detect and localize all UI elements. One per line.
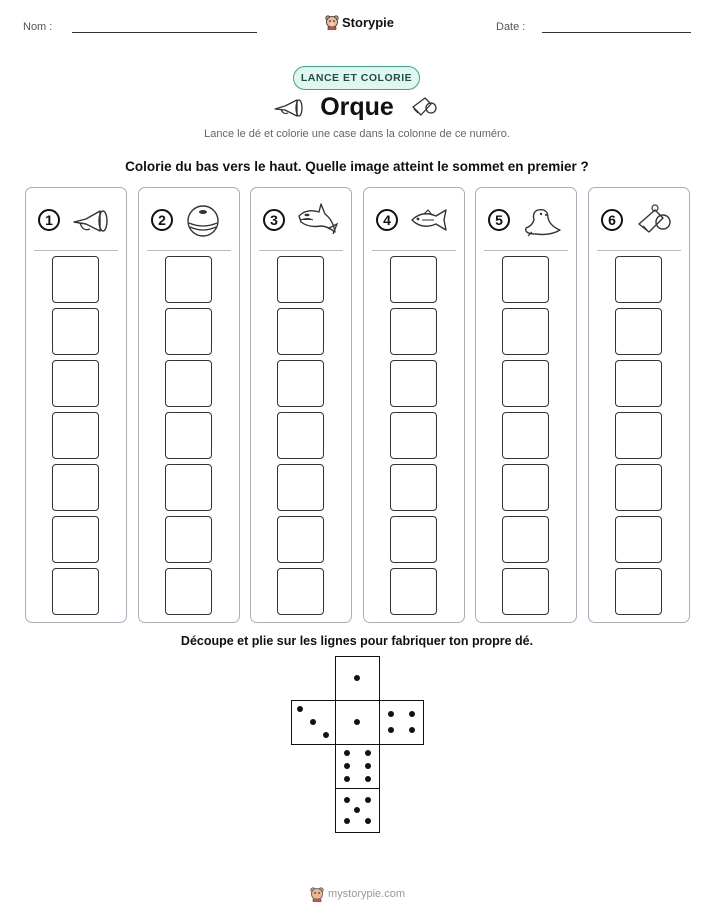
color-cell[interactable] [277, 412, 324, 459]
column-number: 1 [38, 209, 60, 231]
color-cell[interactable] [165, 568, 212, 615]
dice-pip [344, 750, 350, 756]
name-line[interactable] [72, 32, 257, 33]
date-label: Date : [496, 21, 526, 33]
dice-face-1 [335, 656, 380, 701]
color-cell[interactable] [390, 464, 437, 511]
dice-face-4 [379, 700, 424, 745]
dice-column-3 [250, 187, 352, 623]
color-cell[interactable] [390, 412, 437, 459]
color-cell[interactable] [52, 412, 99, 459]
color-cell[interactable] [277, 360, 324, 407]
dice-pip [409, 727, 415, 733]
color-cell[interactable] [277, 464, 324, 511]
subtitle: Lance le dé et colorie une case dans la colonne de ce numéro. [204, 128, 510, 140]
dice-pip [365, 763, 371, 769]
color-cell[interactable] [165, 256, 212, 303]
color-cell[interactable] [502, 308, 549, 355]
color-cell[interactable] [52, 308, 99, 355]
page-title: Orque [320, 93, 394, 121]
dice-pip [344, 776, 350, 782]
color-cell[interactable] [390, 308, 437, 355]
dice-pip [344, 818, 350, 824]
color-cell[interactable] [502, 256, 549, 303]
dice-face-6 [335, 744, 380, 789]
color-cell[interactable] [165, 516, 212, 563]
color-cell[interactable] [277, 308, 324, 355]
color-cell[interactable] [390, 256, 437, 303]
dice-pip [297, 706, 303, 712]
name-label: Nom : [23, 21, 53, 33]
whistle-icon [633, 202, 677, 238]
color-cell[interactable] [615, 256, 662, 303]
footer [310, 886, 405, 902]
column-number: 2 [151, 209, 173, 231]
color-cell[interactable] [277, 568, 324, 615]
dice-pip [323, 732, 329, 738]
dice-pip [310, 719, 316, 725]
color-cell[interactable] [165, 308, 212, 355]
color-cell[interactable] [277, 516, 324, 563]
activity-badge: LANCE ET COLORIE [293, 66, 420, 90]
dice-column-1 [25, 187, 127, 623]
logo-text: Storypie [342, 14, 395, 30]
color-cell[interactable] [277, 256, 324, 303]
column-divider [484, 250, 568, 251]
column-number: 6 [601, 209, 623, 231]
color-cell[interactable] [165, 464, 212, 511]
dice-face-1b [335, 700, 380, 745]
color-cell[interactable] [52, 360, 99, 407]
color-cell[interactable] [165, 412, 212, 459]
dice-pip [365, 776, 371, 782]
color-cell[interactable] [502, 516, 549, 563]
color-cell[interactable] [165, 360, 212, 407]
dice-column-5 [475, 187, 577, 623]
column-divider [259, 250, 343, 251]
dice-pip [388, 727, 394, 733]
footer-url: mystorypie.com [328, 888, 406, 900]
color-cell[interactable] [390, 516, 437, 563]
storypie-logo [325, 14, 394, 30]
float-buoy-icon [183, 202, 227, 238]
fish-icon [408, 202, 452, 238]
column-divider [597, 250, 681, 251]
dice-column-6 [588, 187, 690, 623]
whistle-icon [409, 93, 439, 121]
color-cell[interactable] [615, 360, 662, 407]
column-divider [372, 250, 456, 251]
color-cell[interactable] [52, 464, 99, 511]
dice-pip [344, 797, 350, 803]
color-cell[interactable] [52, 516, 99, 563]
dice-pip [344, 763, 350, 769]
dice-pip [365, 818, 371, 824]
color-cell[interactable] [615, 568, 662, 615]
bear-logo-icon [325, 14, 339, 30]
seal-icon [520, 202, 564, 238]
color-cell[interactable] [52, 568, 99, 615]
dice-column-4 [363, 187, 465, 623]
orca-icon [295, 202, 339, 238]
dice-pip [409, 711, 415, 717]
bear-logo-icon [310, 886, 324, 902]
color-cell[interactable] [615, 308, 662, 355]
color-cell[interactable] [390, 568, 437, 615]
dice-pip [388, 711, 394, 717]
column-divider [34, 250, 118, 251]
dice-pip [354, 807, 360, 813]
horn-icon [70, 202, 114, 238]
instruction-text: Colorie du bas vers le haut. Quelle image atteint le sommet en premier ? [125, 159, 589, 174]
dice-pip [354, 719, 360, 725]
color-cell[interactable] [502, 568, 549, 615]
color-cell[interactable] [615, 412, 662, 459]
dice-pip [365, 797, 371, 803]
color-cell[interactable] [502, 412, 549, 459]
column-number: 5 [488, 209, 510, 231]
color-cell[interactable] [390, 360, 437, 407]
color-cell[interactable] [52, 256, 99, 303]
dice-face-5 [335, 788, 380, 833]
column-number: 4 [376, 209, 398, 231]
column-divider [147, 250, 231, 251]
dice-pip [365, 750, 371, 756]
color-cell[interactable] [502, 360, 549, 407]
color-cell[interactable] [502, 464, 549, 511]
date-line[interactable] [542, 32, 691, 33]
color-cell[interactable] [615, 516, 662, 563]
cut-instruction: Découpe et plie sur les lignes pour fabriquer ton propre dé. [180, 634, 534, 648]
dice-column-2 [138, 187, 240, 623]
column-number: 3 [263, 209, 285, 231]
dice-face-3 [291, 700, 336, 745]
dice-pip [354, 675, 360, 681]
color-cell[interactable] [615, 464, 662, 511]
